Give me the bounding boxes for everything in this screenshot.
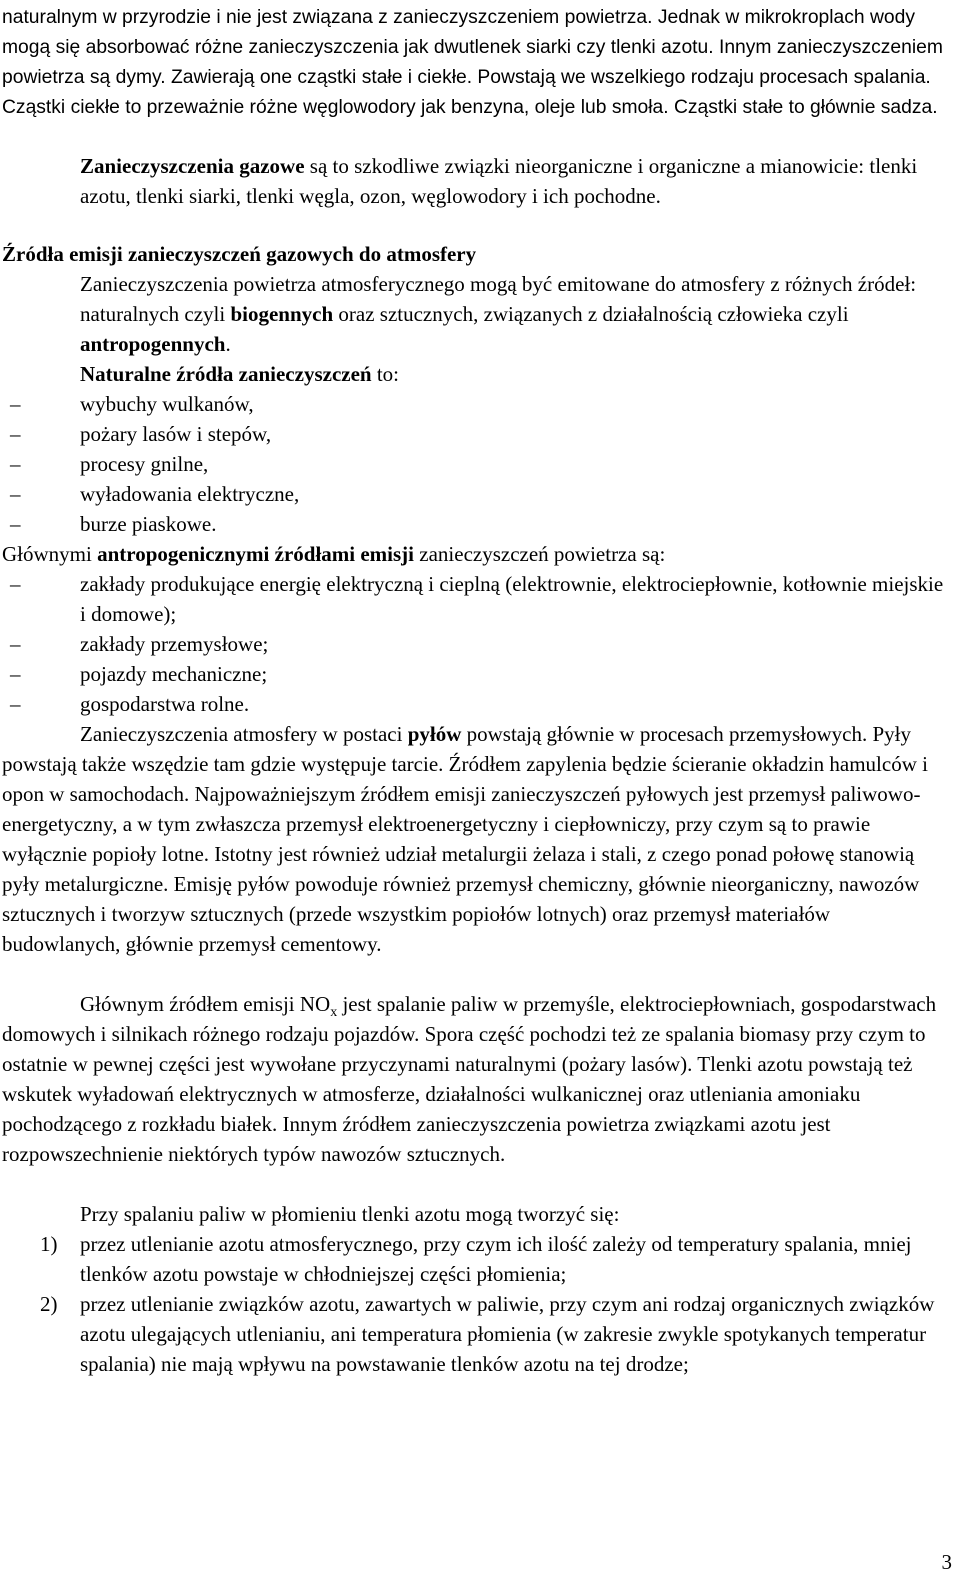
nox-text-1: Głównym źródłem emisji NO xyxy=(80,992,331,1016)
list-item: – burze piaskowe. xyxy=(2,509,950,539)
natural-sources-suffix: to: xyxy=(371,362,400,386)
list-item: – pożary lasów i stepów, xyxy=(2,419,950,449)
list-item-text: przez utlenianie związków azotu, zawartych w paliwie, przy czym ani rodzaj organicznych związków azotu ulegających utlenianiu, ani temperatura płomienia (w zakresie zwykle spotykanych temperatur spalania) nie mają wpływu na powstawanie tlenków azotu na tej drodze; xyxy=(80,1292,935,1376)
list-item xyxy=(2,1229,950,1289)
sources-text-2: oraz sztucznych, związanych z działalnością człowieka czyli xyxy=(333,302,849,326)
combustion-intro: Przy spalaniu paliw w płomieniu tlenki azotu mogą tworzyć się: xyxy=(80,1202,620,1226)
list-item: – procesy gnilne, xyxy=(2,449,950,479)
anthropogenic-term: antropogennych xyxy=(80,332,226,356)
dust-text-1: Zanieczyszczenia atmosfery w postaci xyxy=(80,722,408,746)
intro-text-1: naturalnym w przyrodzie i nie jest związana z zanieczyszczeniem powietrza. Jednak w mikrokroplach wody mogą się absorbować różne zanieczyszczenia jak dwutlenek siarki czy tlenki azotu. Innym zanieczyszczeniem powietrza są dymy. Zawierają one cząstki stałe i ciekłe. Powstają we wszelkiego rodzaju procesach spalania. xyxy=(2,7,943,88)
list-item: – zakłady produkujące energię elektryczną i cieplną (elektrownie, elektrociepłownie, kotłownie miejskie i domowe); xyxy=(2,569,950,629)
anthro-prefix: Głównymi xyxy=(2,542,98,566)
dust-text-2: powstają głównie w procesach przemysłowych. Pyły powstają także wszędzie tam gdzie występuje tarcie. Źródłem zapylenia będzie ścieranie okładzin hamulców i opon w samochodach. Najpoważniejszym źródłem emisji zanieczyszczeń pyłowych jest przemysł paliwowo-energetyczny, a w tym zwłaszcza przemysł elektroenergetyczny i ciepłowniczy, przy czym są to prawie wyłącznie popioły lotne. Istotny jest również udział metalurgii żelaza i stali, z czego ponad połowę stanowią pyły metalurgiczne. Emisję pyłów powoduje również przemysł chemiczny, głównie nieorganiczny, nawozów sztucznych i tworzyw sztucznych (przede wszystkim popiołów lotnych) oraz przemysł materiałów budowlanych, głównie przemysł cementowy. xyxy=(2,722,928,956)
list-number: 1) xyxy=(40,1232,58,1256)
sources-text-1: Zanieczyszczenia powietrza atmosferycznego mogą być emitowane do atmosfery z różnych źródeł: naturalnych czyli xyxy=(80,272,917,326)
natural-sources-list xyxy=(2,389,950,539)
combustion-list xyxy=(2,1229,950,1379)
nox-subscript: x xyxy=(330,1005,338,1021)
anthro-term-2: emisji xyxy=(360,542,415,566)
anthropogenic-sources-list xyxy=(2,569,950,719)
page-number: 3 xyxy=(941,1550,952,1574)
dust-term: pyłów xyxy=(407,722,462,746)
nox-paragraph xyxy=(2,989,950,1169)
sources-heading-text: Źródła emisji zanieczyszczeń gazowych do atmosfery xyxy=(2,242,477,266)
anthro-suffix: zanieczyszczeń powietrza są: xyxy=(414,542,666,566)
list-item: – zakłady przemysłowe; xyxy=(2,629,950,659)
biogenic-term: biogennych xyxy=(230,302,334,326)
dust-paragraph xyxy=(2,719,950,959)
intro-text-2: Cząstki ciekłe to przeważnie różne węglowodory jak benzyna, oleje lub smoła. Cząstki stałe to głównie sadza. xyxy=(2,97,938,118)
nox-text-2: jest spalanie paliw w przemyśle, elektrociepłowniach, gospodarstwach domowych i silnikach różnego rodzaju pojazdów. Spora część pochodzi też ze spalania biomasy przy czym to ostatnie w pewnej części jest wywołane przyczynami naturalnymi (pożary lasów). Tlenki azotu powstają też wskutek wyładowań elektrycznych w atmosferze, działalności wulkanicznej oraz utleniania amoniaku pochodzącego z rozkładu białek. Innym źródłem zanieczyszczenia powietrza związkami azotu jest rozpowszechnienie niektórych typów nawozów sztucznych. xyxy=(2,992,937,1166)
list-item xyxy=(2,1289,950,1379)
sources-text-3: . xyxy=(225,332,231,356)
list-item: – wybuchy wulkanów, xyxy=(2,389,950,419)
gaseous-pollutants-term: Zanieczyszczenia gazowe xyxy=(80,154,305,178)
page-content xyxy=(2,3,950,1379)
gaseous-pollutants-paragraph xyxy=(2,151,950,211)
list-item: – pojazdy mechaniczne; xyxy=(2,659,950,689)
anthro-term-1: antropogenicznymi źródłami xyxy=(97,542,356,566)
list-item: – wyładowania elektryczne, xyxy=(2,479,950,509)
natural-sources-term: Naturalne źródła zanieczyszczeń xyxy=(80,362,372,386)
list-number: 2) xyxy=(40,1292,58,1316)
gaseous-pollutants-text: są to szkodliwe związki nieorganiczne i organiczne a mianowicie: tlenki azotu, tlenki siarki, tlenki węgla, ozon, węglowodory i ich pochodne. xyxy=(80,154,918,208)
sources-paragraph xyxy=(2,269,950,359)
list-item: – gospodarstwa rolne. xyxy=(2,689,950,719)
intro-paragraph xyxy=(2,3,950,123)
natural-sources-label xyxy=(2,359,950,389)
sources-heading xyxy=(2,239,950,269)
list-item-text: przez utlenianie azotu atmosferycznego, przy czym ich ilość zależy od temperatury spalania, mniej tlenków azotu powstaje w chłodniejszej części płomienia; xyxy=(80,1232,912,1286)
anthropogenic-sources-intro xyxy=(2,539,950,569)
